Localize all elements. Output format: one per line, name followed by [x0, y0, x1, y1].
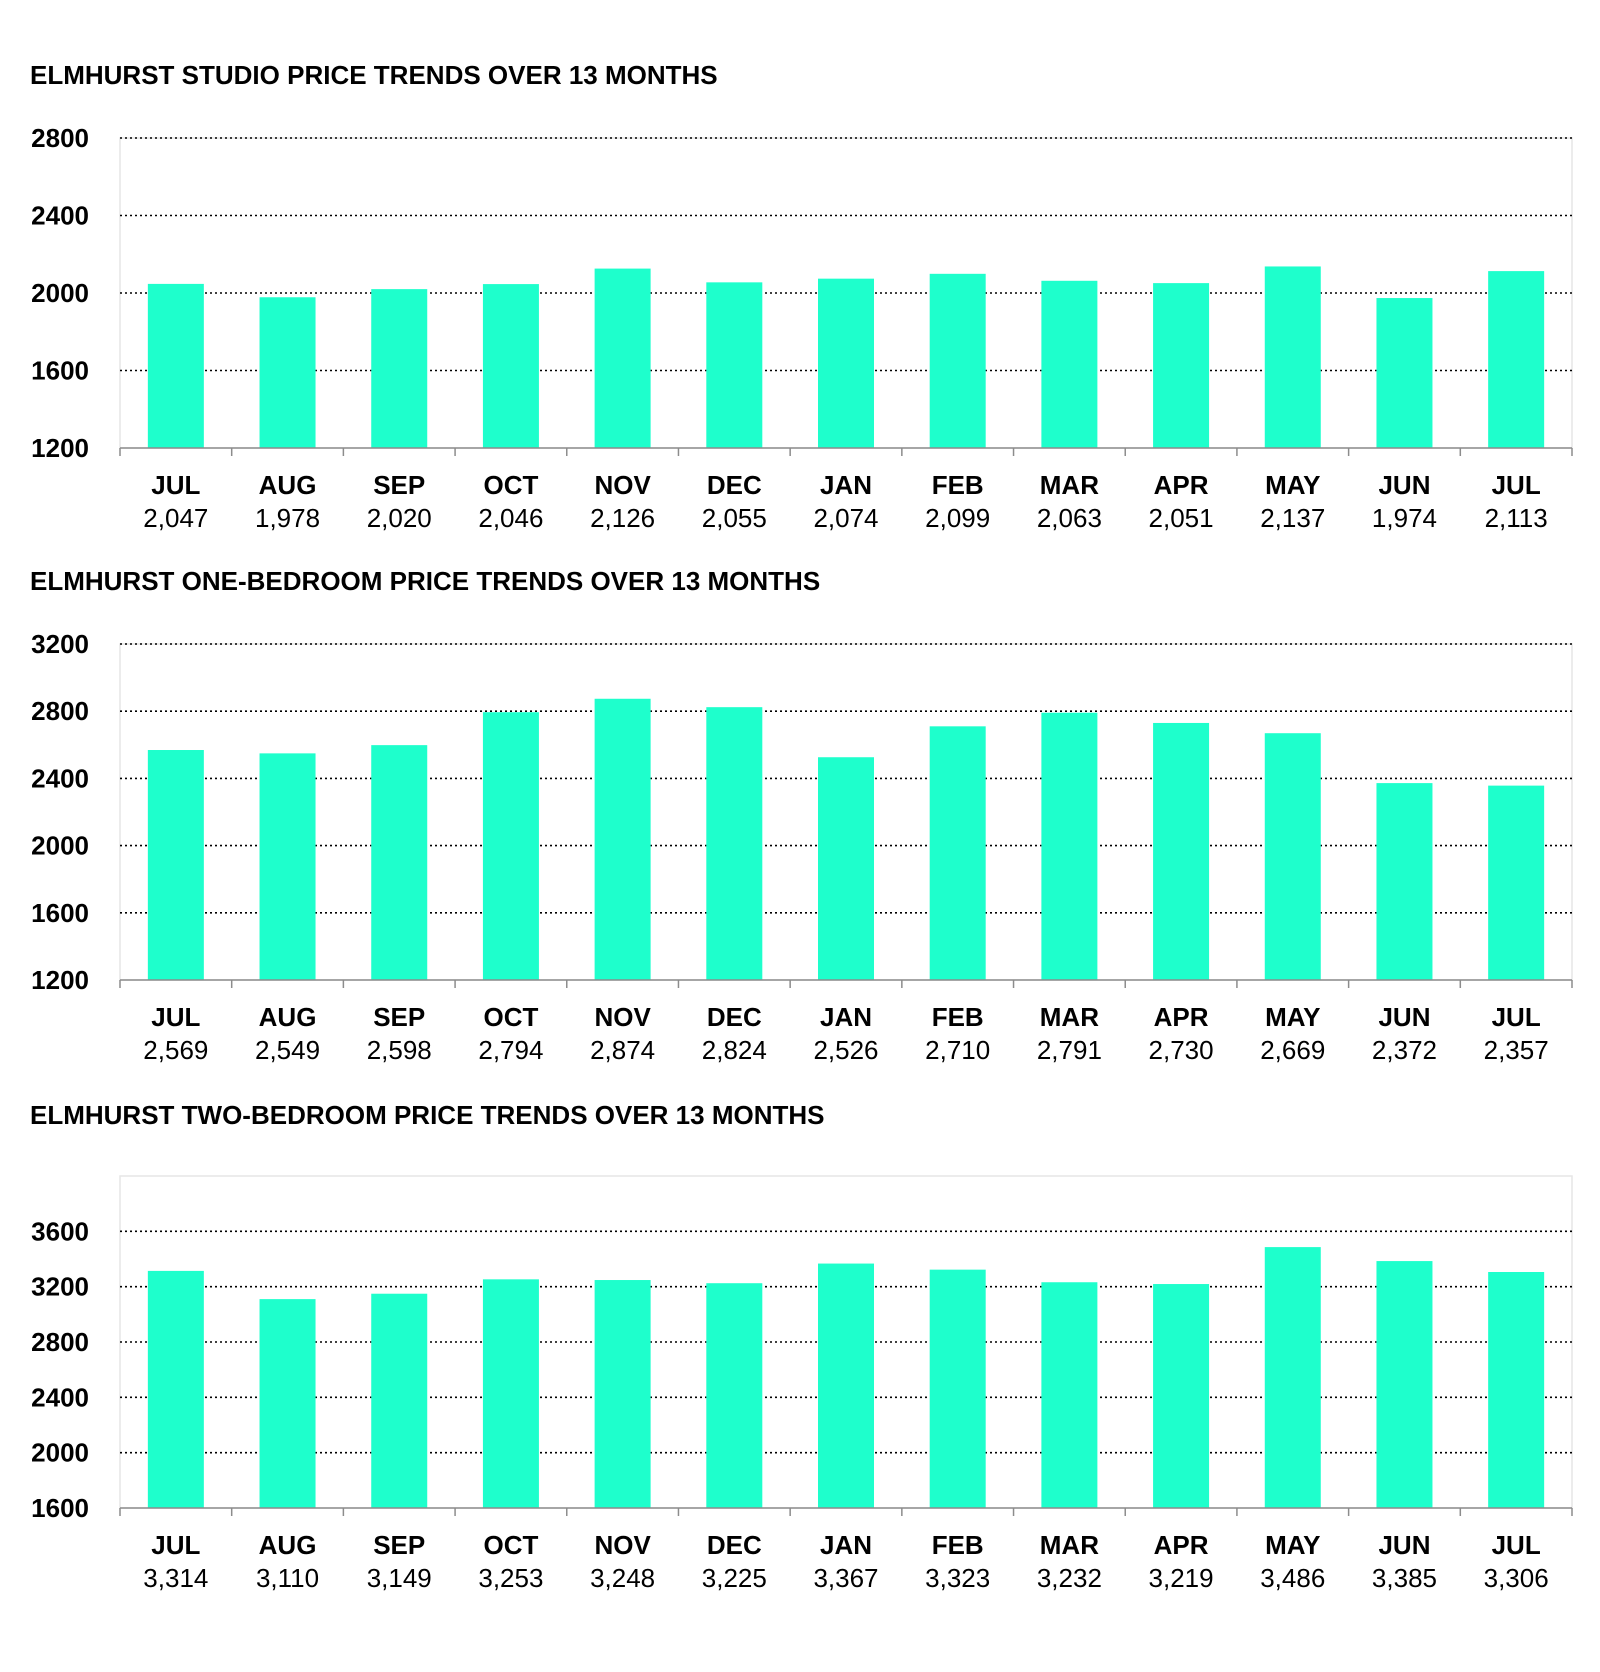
data-label: 2,372 [1371, 1035, 1438, 1065]
data-label: 3,314 [143, 1563, 209, 1593]
y-tick-label: 3600 [31, 1216, 89, 1247]
chart-title: ELMHURST ONE-BEDROOM PRICE TRENDS OVER 13 MONTHS [30, 566, 821, 596]
bar [1376, 783, 1432, 980]
bar [706, 282, 762, 448]
data-label: 2,126 [590, 503, 656, 533]
data-label: 2,099 [925, 503, 991, 533]
data-label: 3,219 [1148, 1563, 1214, 1593]
data-label: 2,137 [1260, 503, 1326, 533]
data-label: 2,569 [143, 1035, 209, 1065]
x-category-label: DEC [706, 1530, 762, 1560]
bar [1041, 713, 1097, 980]
bar [1265, 266, 1321, 448]
x-category-label: JUL [1491, 1530, 1541, 1560]
bar [371, 745, 427, 980]
chart-2 [30, 1100, 1572, 1593]
y-tick-label: 2800 [31, 123, 89, 153]
x-category-label: JUL [151, 470, 201, 500]
data-label: 2,055 [701, 503, 767, 533]
x-category-label: JAN [819, 1530, 873, 1560]
bar [1265, 733, 1321, 980]
bar [260, 753, 316, 980]
x-category-label: SEP [373, 1002, 426, 1032]
bar [706, 1283, 762, 1508]
x-category-label: OCT [483, 1002, 539, 1032]
x-category-label: FEB [931, 1002, 984, 1032]
x-category-label: OCT [483, 470, 539, 500]
data-label: 3,110 [255, 1563, 320, 1593]
x-category-label: FEB [931, 470, 984, 500]
x-category-label: AUG [258, 1002, 317, 1032]
data-label: 2,063 [1036, 503, 1102, 533]
x-category-label: APR [1153, 1002, 1209, 1032]
x-category-label: JUL [1491, 470, 1541, 500]
y-tick-label: 1200 [31, 433, 89, 463]
x-category-label: JUL [151, 1530, 201, 1560]
x-category-label: DEC [706, 470, 762, 500]
x-category-label: JUN [1378, 1002, 1431, 1032]
data-label: 2,549 [254, 1035, 321, 1065]
bar [1153, 1284, 1209, 1508]
data-label: 2,051 [1148, 503, 1214, 533]
x-category-label: JUN [1378, 470, 1431, 500]
y-tick-label: 2400 [31, 200, 89, 231]
x-category-label: JUL [151, 1002, 201, 1032]
y-tick-label: 2000 [31, 1437, 89, 1468]
data-label: 3,253 [478, 1563, 544, 1593]
data-label: 2,047 [143, 503, 209, 533]
y-tick-label: 2400 [31, 763, 89, 794]
x-category-label: JUN [1378, 1530, 1431, 1560]
y-tick-label: 2800 [31, 1327, 89, 1357]
x-category-label: JAN [819, 1002, 873, 1032]
x-category-label: NOV [594, 1002, 651, 1032]
x-category-label: SEP [373, 470, 426, 500]
bar [1488, 786, 1544, 980]
chart-title: ELMHURST STUDIO PRICE TRENDS OVER 13 MONTHS [30, 60, 718, 90]
bar [1041, 281, 1097, 448]
bar [1153, 723, 1209, 980]
bar [1041, 1282, 1097, 1508]
x-category-label: SEP [373, 1530, 426, 1560]
bar [930, 274, 986, 448]
bar [148, 750, 204, 980]
y-tick-label: 1600 [31, 1493, 89, 1523]
x-category-label: AUG [258, 470, 317, 500]
chart-1 [30, 566, 1572, 1065]
bar [483, 1279, 539, 1508]
data-label: 3,323 [925, 1563, 991, 1593]
y-tick-label: 2000 [31, 278, 89, 308]
chart-title: ELMHURST TWO-BEDROOM PRICE TRENDS OVER 13 MONTHS [30, 1100, 825, 1130]
x-category-label: MAR [1039, 1530, 1099, 1560]
x-category-label: JAN [819, 470, 873, 500]
bar [1488, 1272, 1544, 1508]
y-tick-label: 3200 [31, 629, 89, 659]
x-category-label: NOV [594, 470, 651, 500]
data-label: 2,874 [590, 1035, 656, 1065]
data-label: 2,020 [366, 503, 432, 533]
data-label: 3,367 [813, 1563, 879, 1593]
x-category-label: AUG [258, 1530, 317, 1560]
x-category-label: FEB [931, 1530, 984, 1560]
bar [260, 1299, 316, 1508]
bar [930, 1270, 986, 1508]
x-category-label: NOV [594, 1530, 651, 1560]
y-tick-label: 1200 [31, 965, 89, 995]
y-tick-label: 2800 [31, 696, 89, 727]
x-category-label: JUL [1491, 1002, 1541, 1032]
data-label: 3,232 [1036, 1563, 1102, 1593]
x-category-label: MAR [1039, 1002, 1099, 1032]
data-label: 2,730 [1148, 1035, 1214, 1065]
y-tick-label: 2400 [31, 1382, 89, 1413]
y-tick-label: 1600 [31, 355, 89, 386]
bar [371, 1294, 427, 1508]
x-category-label: APR [1153, 470, 1209, 500]
x-category-label: APR [1153, 1530, 1209, 1560]
bar [148, 1271, 204, 1508]
data-label: 1,974 [1371, 503, 1438, 533]
data-label: 2,357 [1483, 1035, 1549, 1065]
bar [1488, 271, 1544, 448]
x-category-label: OCT [483, 1530, 539, 1560]
bar [1376, 1261, 1432, 1508]
data-label: 2,710 [925, 1035, 991, 1065]
y-tick-label: 2000 [31, 830, 89, 861]
y-tick-label: 1600 [31, 897, 89, 928]
data-label: 3,225 [701, 1563, 767, 1593]
bar [483, 712, 539, 980]
x-category-label: MAR [1039, 470, 1099, 500]
x-category-label: MAY [1265, 1002, 1321, 1032]
x-category-label: DEC [706, 1002, 762, 1032]
bar [818, 1264, 874, 1508]
data-label: 3,149 [366, 1563, 432, 1593]
bar [595, 1280, 651, 1508]
bar [1265, 1247, 1321, 1508]
data-label: 2,526 [813, 1035, 879, 1065]
data-label: 1,978 [254, 503, 321, 533]
data-label: 2,669 [1260, 1035, 1326, 1065]
chart-0 [30, 60, 1572, 533]
bar [483, 284, 539, 448]
bar [148, 284, 204, 448]
data-label: 2,598 [366, 1035, 432, 1065]
bar [595, 699, 651, 980]
bar [818, 757, 874, 980]
bar [1376, 298, 1432, 448]
bar [706, 707, 762, 980]
bar [595, 269, 651, 448]
data-label: 2,824 [701, 1035, 767, 1065]
data-label: 2,046 [478, 503, 544, 533]
data-label: 2,113 [1484, 503, 1548, 533]
data-label: 3,306 [1483, 1563, 1549, 1593]
data-label: 3,385 [1371, 1563, 1438, 1593]
data-label: 3,486 [1260, 1563, 1326, 1593]
y-tick-label: 3200 [31, 1271, 89, 1302]
bar [371, 289, 427, 448]
data-label: 3,248 [590, 1563, 656, 1593]
x-category-label: MAY [1265, 470, 1321, 500]
bar [930, 726, 986, 980]
bar [818, 279, 874, 448]
bar [1153, 283, 1209, 448]
bar [260, 297, 316, 448]
data-label: 2,791 [1036, 1035, 1102, 1065]
x-category-label: MAY [1265, 1530, 1321, 1560]
data-label: 2,794 [478, 1035, 544, 1065]
data-label: 2,074 [813, 503, 879, 533]
